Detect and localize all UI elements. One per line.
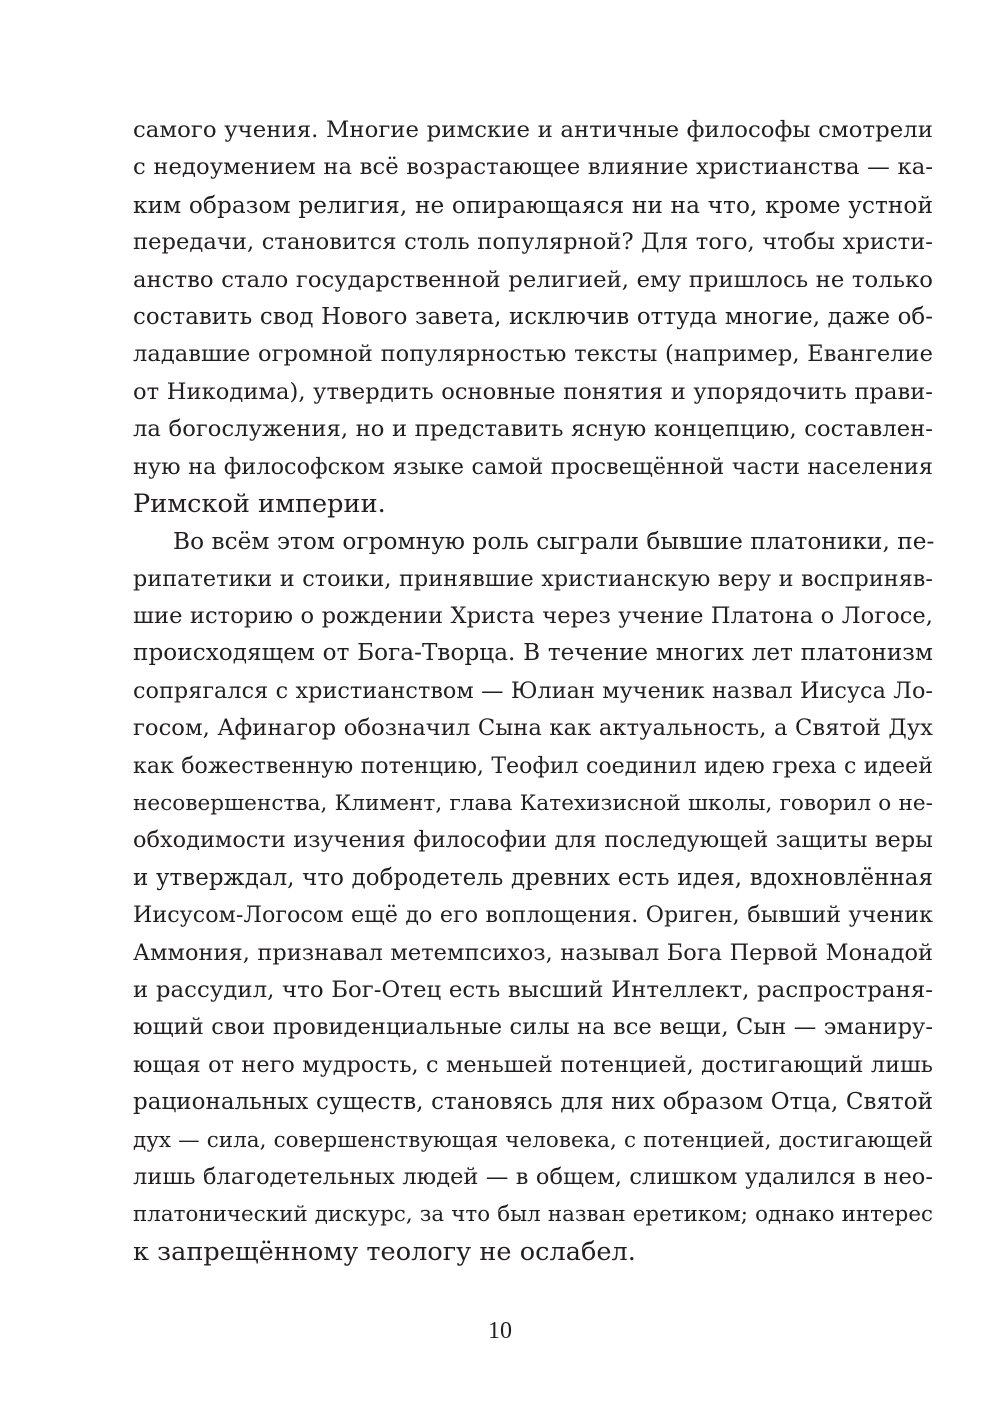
text-line: ющая от него мудрость, с меньшей потенцией, достигающий лишь — [133, 1051, 933, 1078]
text-line: ладавшие огромной популярностью тексты (например, Евангелие — [133, 341, 933, 368]
text-line: несовершенства, Климент, глава Катехизисной школы, говорил о не- — [133, 791, 933, 817]
text-line: самого учения. Многие римские и античные философы смотрели — [133, 117, 933, 143]
text-line: анство стало государственной религией, ему пришлось не только — [133, 266, 933, 293]
text-line: рациональных существ, становясь для них образом Отца, Святой — [133, 1089, 933, 1116]
text-line: ющий свои провиденциальные силы на все вещи, Сын — эманиру- — [133, 1014, 933, 1041]
text-line: госом, Афинагор обозначил Сына как актуальность, а Святой Дух — [133, 715, 933, 742]
body-text — [133, 112, 933, 1271]
text-line: ную на философском языке самой просвещённой части населения — [133, 453, 933, 480]
text-line: шие историю о рождении Христа через учение Платона о Логосе, — [133, 603, 933, 630]
text-line: передачи, становится столь популярной? Для того, чтобы христи- — [133, 229, 933, 256]
text-line-last: Римской империи. — [133, 488, 386, 519]
text-line: ким образом религия, не опирающаяся ни на что, кроме устной — [133, 191, 933, 219]
page-number: 10 — [488, 1318, 512, 1344]
text-line: Аммония, признавал метемпсихоз, называл Бога Первой Монадой — [133, 939, 933, 966]
text-line: от Никодима), утвердить основные понятия и упорядочить прави- — [133, 378, 933, 405]
text-line: рипатетики и стоики, принявшие христианскую веру и восприняв- — [133, 565, 933, 592]
text-line: происходящем от Бога-Творца. В течение многих лет платонизм — [133, 640, 933, 667]
text-line: ла богослужения, но и представить ясную концепцию, составлен- — [133, 416, 933, 443]
text-line: Иисусом-Логосом ещё до его воплощения. Ориген, бывший ученик — [133, 902, 933, 929]
text-line: дух — сила, совершенствующая человека, с потенцией, достигающей — [133, 1127, 933, 1153]
text-line: сопрягался с христианством — Юлиан мученик назвал Иисуса Ло- — [133, 677, 933, 704]
text-line: составить свод Нового завета, исключив оттуда многие, даже об- — [133, 303, 933, 330]
text-line-first: Во всём этом огромную роль сыграли бывшие платоники, пе- — [173, 528, 935, 556]
text-line: и рассудил, что Бог-Отец есть высший Интеллект, распространя- — [133, 976, 933, 1003]
text-line: с недоумением на всё возрастающее влияние христианства — ка- — [133, 154, 933, 181]
text-line: лишь благодетельных людей — в общем, слишком удалился в нео- — [133, 1163, 933, 1190]
text-line: как божественную потенцию, Теофил соединил идею греха с идеей — [133, 753, 933, 779]
text-line: и утверждал, что добродетель древних есть идея, вдохновлённая — [133, 864, 933, 891]
text-line: обходимости изучения философии для последующей защиты веры — [133, 827, 933, 854]
text-line-last: к запрещённому теологу не ослабел. — [133, 1236, 636, 1267]
text-line: платонический дискурс, за что был назван еретиком; однако интерес — [133, 1202, 933, 1228]
